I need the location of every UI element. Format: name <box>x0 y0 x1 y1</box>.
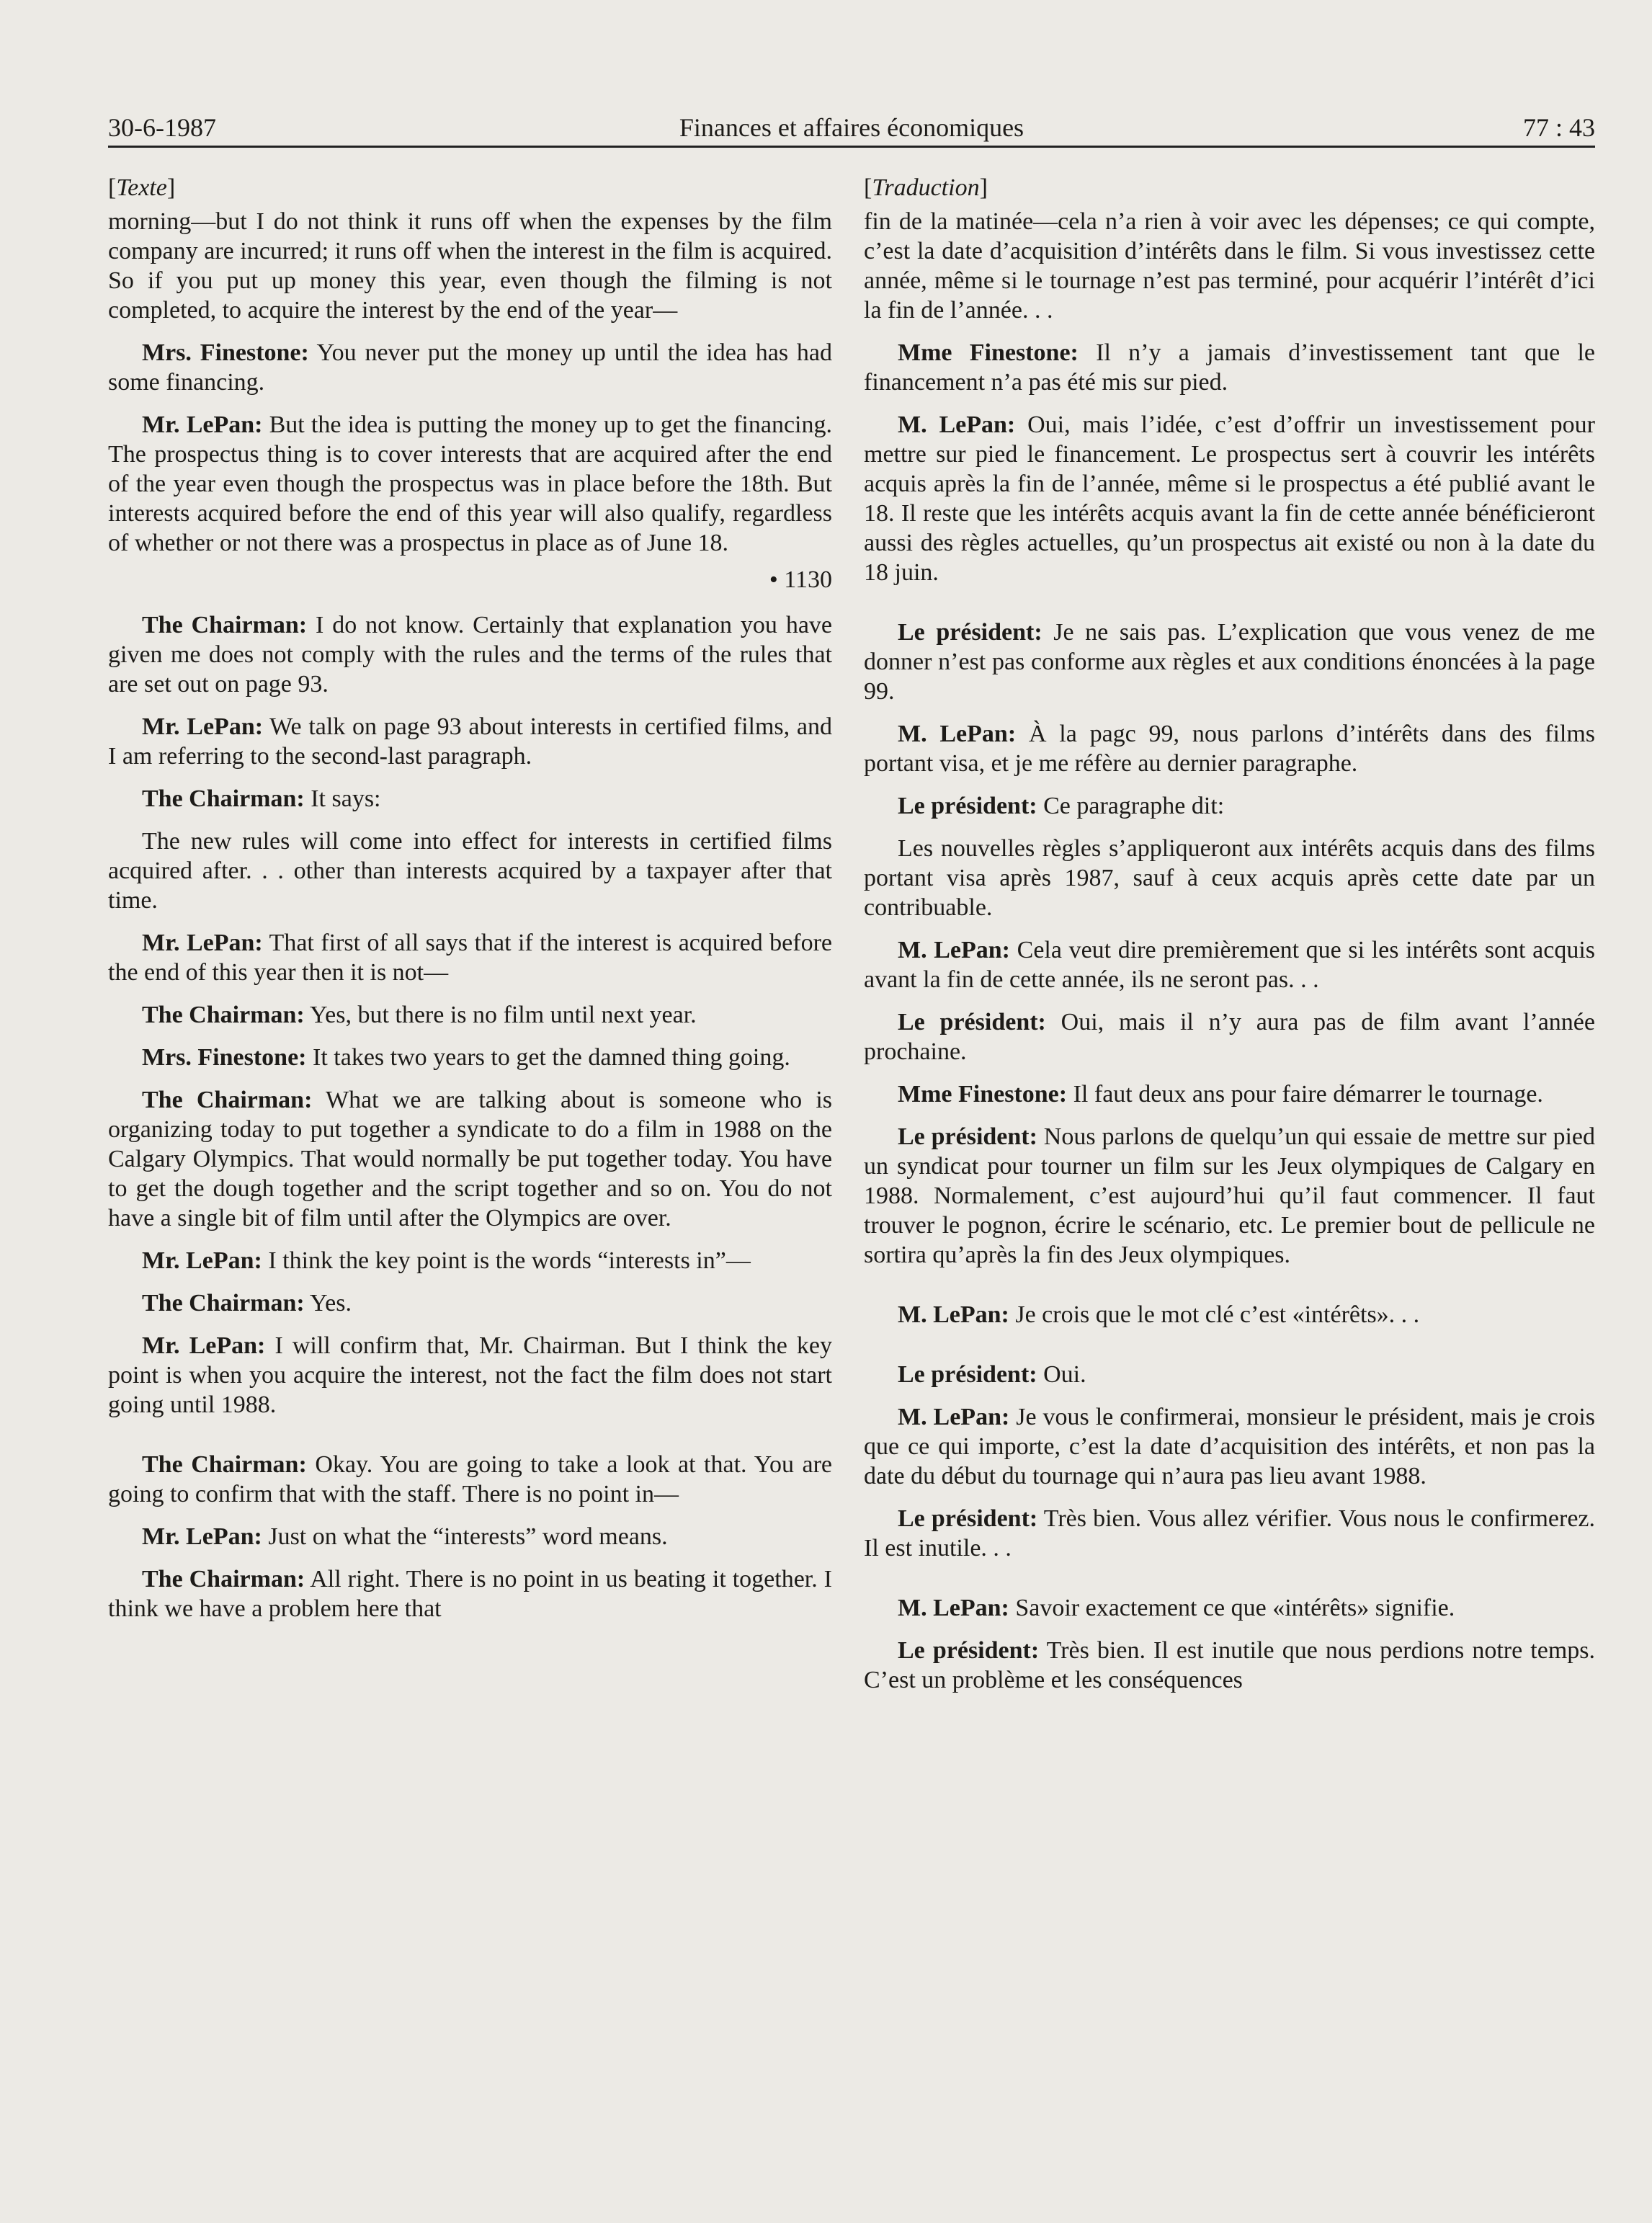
header-page-number: 77 : 43 <box>1522 113 1595 142</box>
speaker: M. LePan: <box>898 1595 1009 1621</box>
time-marker: • 1130 <box>769 566 832 593</box>
speech-paragraph <box>108 338 832 397</box>
speaker: Mr. LePan: <box>142 1332 266 1359</box>
speaker: The Chairman: <box>142 1290 305 1317</box>
speaker: Mr. LePan: <box>142 1247 262 1274</box>
speaker: The Chairman: <box>142 612 308 638</box>
speech-text: That first of all says that if the interest is acquired before the end of this year then it is not— <box>108 930 832 986</box>
speech-text: Je ne sais pas. L’explication que vous venez de me donner n’est pas conforme aux règles et aux conditions énoncées à la page 99. <box>864 619 1595 705</box>
speech-paragraph <box>864 719 1595 778</box>
speaker: Mrs. Finestone: <box>142 339 309 366</box>
speech-text: Ce paragraphe dit: <box>1037 793 1225 819</box>
quoted-rule: Les nouvelles règles s’appliqueront aux intérêts acquis dans des films portant visa après 1987, sauf à ceux acquis après cette date par un contribuable. <box>864 835 1595 921</box>
speaker: The Chairman: <box>142 1087 313 1113</box>
speaker: M. LePan: <box>898 1301 1009 1328</box>
speech-text: You never put the money up until the idea has had some financing. <box>108 339 832 396</box>
speaker: Mme Finestone: <box>898 1081 1068 1108</box>
speech-text: Il n’y a jamais d’investissement tant que le financement n’a pas été mis sur pied. <box>864 339 1595 396</box>
speech-paragraph <box>108 1000 832 1030</box>
speech-paragraph <box>108 1564 832 1623</box>
spacer <box>864 1283 1595 1300</box>
speech-text: All right. There is no point in us beating it together. I think we have a problem here that <box>108 1566 832 1622</box>
english-column <box>108 173 832 1636</box>
speech-text: Il faut deux ans pour faire démarrer le tournage. <box>1067 1081 1543 1108</box>
speaker: Mrs. Finestone: <box>142 1044 307 1071</box>
speech-paragraph <box>108 1288 832 1318</box>
speech-text: Je crois que le mot clé c’est «intérêts». . . <box>1009 1301 1420 1328</box>
speech-paragraph <box>864 935 1595 994</box>
speech-text: Just on what the “interests” word means. <box>262 1523 668 1550</box>
speech-paragraph <box>108 1522 832 1551</box>
spacer <box>864 1342 1595 1360</box>
speaker: Le président: <box>898 1009 1046 1035</box>
speech-paragraph <box>864 1007 1595 1066</box>
speech-paragraph <box>108 410 832 558</box>
speech-text: Savoir exactement ce que «intérêts» signifie. <box>1009 1595 1455 1621</box>
speech-paragraph <box>864 1636 1595 1695</box>
paragraph: morning—but I do not think it runs off when the expenses by the film company are incurred; it runs off when the interest in the film is acquired. So if you put up money this year, even though the filming is not completed, to acquire the interest by the end of the year— <box>108 208 832 324</box>
speech-text: What we are talking about is someone who is organizing today to put together a syndicate to do a film in 1988 on the Calgary Olympics. That would normally be put together today. You have to get the dough together and the script together and so on. You do not have a single bit of film until after the Olympics are over. <box>108 1087 832 1231</box>
header-date: 30-6-1987 <box>108 113 216 142</box>
speech-text: But the idea is putting the money up to get the financing. The prospectus thing is to cover interests that are acquired after the end of the year even though the prospectus was in place before the 18th. But interests acquired before the end of this year will also qualify, regardless of whether or not there was a prospectus in place as of June 18. <box>108 411 832 556</box>
speech-paragraph <box>864 1360 1595 1389</box>
speaker: Mr. LePan: <box>142 930 263 956</box>
speech-paragraph <box>864 410 1595 587</box>
speech-text: I will confirm that, Mr. Chairman. But I think the key point is when you acquire the interest, not the fact the film does not start going until 1988. <box>108 1332 832 1418</box>
speaker: The Chairman: <box>142 1451 307 1478</box>
spacer <box>864 600 1595 618</box>
speaker: Mr. LePan: <box>142 1523 262 1550</box>
speech-text: Je vous le confirmerai, monsieur le président, mais je crois que ce qui importe, c’est la date d’acquisition des intérêts, et non pas la date du début du tournage qui n’aura pas lieu avant 1988. <box>864 1404 1596 1489</box>
spacer <box>108 1433 832 1450</box>
page-header <box>108 110 1595 148</box>
french-column <box>864 173 1595 1708</box>
column-label: [Traduction] <box>864 174 988 201</box>
paragraph: fin de la matinée—cela n’a rien à voir avec les dépenses; ce qui compte, c’est la date d’acquisition d’intérêts dans le film. Si vous investissez cette année, même si le tournage n’est pas terminé, pour acquérir l’intérêt d’ici la fin de l’année. . . <box>864 208 1595 324</box>
speech-text: We talk on page 93 about interests in certified films, and I am referring to the second-last paragraph. <box>108 713 832 770</box>
speech-paragraph <box>864 1300 1595 1329</box>
speaker: Le président: <box>898 1123 1037 1150</box>
speech-paragraph <box>108 610 832 699</box>
spacer <box>864 1576 1595 1593</box>
speech-paragraph <box>864 618 1595 706</box>
speech-paragraph <box>864 1122 1595 1270</box>
speaker: Le président: <box>898 1361 1037 1388</box>
speaker: The Chairman: <box>142 785 305 812</box>
speech-text: I do not know. Certainly that explanation you have given me does not comply with the rules and the terms of the rules that are set out on page 93. <box>108 612 832 698</box>
speaker: M. LePan: <box>898 937 1010 963</box>
speaker: Le président: <box>898 793 1037 819</box>
speaker: Mr. LePan: <box>142 411 263 438</box>
speech-paragraph <box>864 1402 1595 1491</box>
speech-text: Nous parlons de quelqu’un qui essaie de mettre sur pied un syndicat pour tourner un film sur les Jeux olympiques de Calgary en 1988. Normalement, c’est aujourd’hui qu’il faut commencer. Il faut trouver le pognon, écrire le scénario, etc. Le premier bout de pellicule ne sortira qu’après la fin des Jeux olympiques. <box>864 1123 1595 1268</box>
speech-paragraph <box>108 1246 832 1275</box>
speech-paragraph <box>864 1079 1595 1109</box>
speech-text: Très bien. Vous allez vérifier. Vous nous le confirmerez. Il est inutile. . . <box>864 1505 1595 1562</box>
column-label: [Texte] <box>108 174 176 201</box>
quoted-rule: The new rules will come into effect for interests in certified films acquired after. . . other than interests acquired by a taxpayer after that time. <box>108 828 832 914</box>
speech-paragraph <box>108 784 832 814</box>
speaker: Mme Finestone: <box>898 339 1079 366</box>
speech-paragraph <box>864 1504 1595 1563</box>
speech-text: I think the key point is the words “interests in”— <box>262 1247 751 1274</box>
speech-paragraph <box>864 1593 1595 1623</box>
speech-text: À la pagc 99, nous parlons d’intérêts dans des films portant visa, et je me réfère au dernier paragraphe. <box>864 721 1596 777</box>
speech-text: It takes two years to get the damned thing going. <box>306 1044 790 1071</box>
speech-text: Oui, mais il n’y aura pas de film avant l’année prochaine. <box>864 1009 1595 1065</box>
speech-paragraph <box>108 1331 832 1420</box>
speaker: M. LePan: <box>898 1404 1010 1430</box>
speaker: Le président: <box>898 1505 1038 1532</box>
speech-text: Oui. <box>1037 1361 1086 1388</box>
speech-text: Oui, mais l’idée, c’est d’offrir un investissement pour mettre sur pied le financement. Le prospectus sert à couvrir les intérêts acquis après la fin de l’année, même si le prospectus a été publié avant le 18. Il reste que les intérêts acquis avant la fin de cette année bénéficieront aussi des règles actuelles, qu’un prospectus ait existé ou non à la date du 18 juin. <box>864 411 1595 586</box>
speaker: M. LePan: <box>898 411 1016 438</box>
speech-text: Okay. You are going to take a look at that. You are going to confirm that with the staff. There is no point in— <box>108 1451 832 1507</box>
speech-text: Yes. <box>304 1290 352 1317</box>
speaker: The Chairman: <box>142 1566 305 1592</box>
speaker: Le président: <box>898 1637 1040 1664</box>
speech-text: Yes, but there is no film until next year. <box>304 1002 697 1028</box>
speech-text: It says: <box>304 785 381 812</box>
speech-paragraph <box>108 1450 832 1509</box>
speech-paragraph <box>864 791 1595 821</box>
speech-paragraph <box>108 928 832 987</box>
speaker: Le président: <box>898 619 1042 646</box>
speech-paragraph <box>108 1043 832 1072</box>
speech-paragraph <box>108 712 832 771</box>
header-title: Finances et affaires économiques <box>679 113 1024 142</box>
speech-paragraph <box>864 338 1595 397</box>
speech-paragraph <box>108 1085 832 1233</box>
speaker: M. LePan: <box>898 721 1017 747</box>
speaker: Mr. LePan: <box>142 713 264 740</box>
speaker: The Chairman: <box>142 1002 305 1028</box>
speech-text: Très bien. Il est inutile que nous perdions notre temps. C’est un problème et les conséquences <box>864 1637 1595 1693</box>
speech-text: Cela veut dire premièrement que si les intérêts sont acquis avant la fin de cette année, ils ne seront pas. . . <box>864 937 1595 993</box>
